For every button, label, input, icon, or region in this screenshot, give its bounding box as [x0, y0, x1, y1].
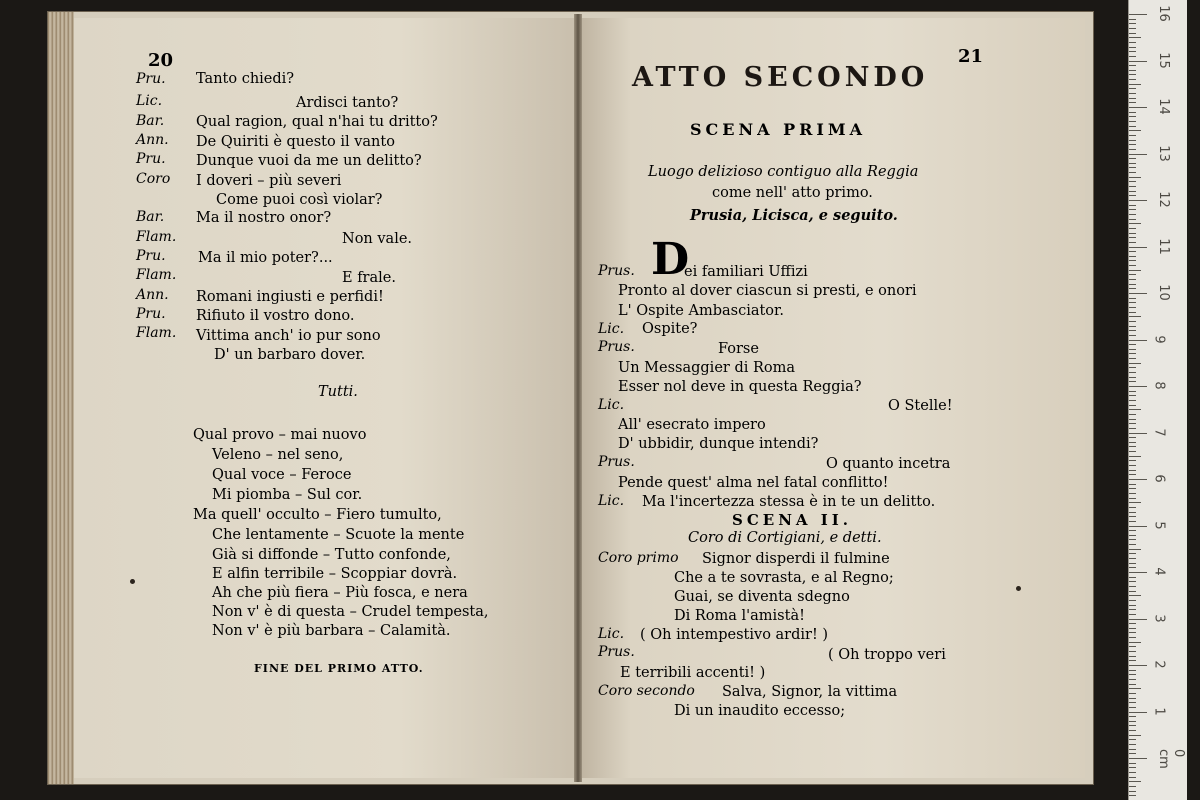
ruler-tick: [1129, 274, 1136, 275]
ruler-tick: [1129, 121, 1136, 122]
ruler-tick: [1129, 260, 1136, 261]
ruler-tick: [1129, 637, 1136, 638]
book-gutter: [574, 14, 582, 782]
ruler-tick: [1129, 228, 1136, 229]
ruler-tick: [1129, 93, 1136, 94]
ruler-tick: [1129, 488, 1136, 489]
ruler-tick: [1129, 651, 1136, 652]
verse-line: Ah che più fiera – Più fosca, e nera: [212, 585, 468, 601]
ruler-tick: [1129, 130, 1141, 131]
ruler-tick: [1129, 37, 1141, 38]
ruler-tick: [1129, 786, 1136, 787]
verse-line: Ma quell' occulto – Fiero tumulto,: [193, 507, 442, 523]
setting-line-1: Luogo delizioso contiguo alla Reggia: [648, 164, 919, 180]
ruler-label: 12: [1155, 191, 1171, 208]
ruler-tick: [1129, 265, 1136, 266]
ruler-tick: [1129, 112, 1136, 113]
ruler-tick: [1129, 693, 1136, 694]
ruler-tick: [1129, 781, 1141, 782]
dialogue-line: ( Oh troppo veri: [828, 647, 946, 663]
ruler-tick: [1129, 725, 1136, 726]
ruler-tick: [1129, 688, 1141, 689]
ruler-tick: [1129, 372, 1136, 373]
ruler-tick: [1129, 377, 1136, 378]
dialogue-line: I doveri – più severi: [196, 173, 342, 189]
ruler-tick: [1129, 400, 1136, 401]
ruler-tick: [1129, 270, 1141, 271]
ruler-tick: [1129, 326, 1136, 327]
speaker: Bar.: [136, 209, 165, 225]
ruler-tick: [1129, 279, 1136, 280]
ruler-tick: [1129, 712, 1147, 713]
speaker: Lic.: [598, 493, 625, 509]
ruler-tick: [1129, 158, 1136, 159]
ruler-tick: [1129, 186, 1136, 187]
ruler-tick: [1129, 330, 1136, 331]
ruler-tick: [1129, 470, 1136, 471]
ruler-tick: [1129, 233, 1136, 234]
dialogue-line: O quanto incetra: [826, 456, 951, 472]
ruler-tick: [1129, 670, 1136, 671]
dialogue-line: Come puoi così violar?: [216, 192, 383, 208]
dialogue-line: O Stelle!: [888, 398, 953, 414]
coro-heading: Coro di Cortigiani, e detti.: [688, 530, 882, 546]
ruler-tick: [1129, 446, 1136, 447]
ruler-tick: [1129, 316, 1141, 317]
ruler-tick: [1129, 586, 1136, 587]
dialogue-line: Di Roma l'amistà!: [674, 608, 805, 624]
ruler-tick: [1129, 702, 1136, 703]
ruler-tick: [1129, 619, 1147, 620]
dialogue-line: Guai, se diventa sdegno: [674, 589, 850, 605]
speaker: Coro secondo: [598, 683, 695, 699]
dialogue-line: Ma il nostro onor?: [196, 210, 332, 226]
dialogue-line: De Quiriti è questo il vanto: [196, 134, 395, 150]
dialogue-line: Pronto al dover ciascun si presti, e onori: [618, 283, 917, 299]
ruler-tick: [1129, 539, 1136, 540]
speaker: Flam.: [136, 267, 177, 283]
ruler-tick: [1129, 563, 1136, 564]
ruler-tick: [1129, 442, 1136, 443]
speaker: Pru.: [136, 151, 166, 167]
ruler-tick: [1129, 363, 1141, 364]
ruler-tick: [1129, 88, 1136, 89]
ruler-tick: [1129, 516, 1136, 517]
dialogue-line: ( Oh intempestivo ardir! ): [640, 627, 829, 643]
verse-line: Che lentamente – Scuote la mente: [212, 527, 465, 543]
ruler-tick: [1129, 126, 1136, 127]
ruler-tick: [1129, 795, 1136, 796]
setting-line-2: come nell' atto primo.: [712, 185, 873, 201]
ruler-tick: [1129, 195, 1136, 196]
ruler-tick: [1129, 493, 1136, 494]
ruler-tick: [1129, 526, 1147, 527]
dialogue-line: Salva, Signor, la vittima: [722, 684, 898, 700]
ruler-tick: [1129, 219, 1136, 220]
ruler-tick: [1129, 549, 1141, 550]
ruler-tick: [1129, 721, 1136, 722]
tutti-heading: Tutti.: [318, 384, 358, 400]
ruler-tick: [1129, 42, 1136, 43]
speaker: Pru.: [136, 306, 166, 322]
dialogue-line: ei familiari Uffizi: [684, 264, 808, 280]
ruler-tick: [1129, 744, 1136, 745]
ruler-tick: [1129, 381, 1136, 382]
ruler-label: 11: [1155, 237, 1171, 255]
ruler-tick: [1129, 679, 1136, 680]
ruler-tick: [1129, 51, 1136, 52]
ruler-tick: [1129, 65, 1136, 66]
ruler-tick: [1129, 553, 1136, 554]
ruler-tick: [1129, 577, 1136, 578]
scene-title: SCENA PRIMA: [690, 120, 867, 139]
ruler-tick: [1129, 237, 1136, 238]
ruler-label: 14: [1155, 98, 1171, 115]
ink-spot: [1016, 586, 1021, 591]
ruler-tick: [1129, 135, 1136, 136]
ruler-label: 1: [1151, 706, 1167, 716]
ruler-tick: [1129, 335, 1136, 336]
dialogue-line: E frale.: [342, 270, 396, 286]
speaker: Lic.: [598, 626, 625, 642]
verse-line: Non v' è più barbara – Calamità.: [212, 623, 451, 639]
ruler-tick: [1129, 572, 1147, 573]
ruler-tick: [1129, 595, 1141, 596]
ruler-tick: [1129, 656, 1136, 657]
ruler-tick: [1129, 423, 1136, 424]
ruler-tick: [1129, 414, 1136, 415]
ruler-tick: [1129, 61, 1147, 62]
dialogue-line: Esser nol deve in questa Reggia?: [618, 379, 862, 395]
speaker: Prus.: [598, 339, 635, 355]
dialogue-line: D' un barbaro dover.: [214, 347, 366, 363]
ruler-tick: [1129, 23, 1136, 24]
ruler-tick: [1129, 642, 1141, 643]
ruler-tick: [1129, 149, 1136, 150]
ruler-tick: [1129, 767, 1136, 768]
dialogue-line: Ardisci tanto?: [296, 95, 399, 111]
ruler-tick: [1129, 558, 1136, 559]
ruler-tick: [1129, 284, 1136, 285]
ruler-tick: [1129, 214, 1136, 215]
ink-spot: [130, 579, 135, 584]
ruler-tick: [1129, 544, 1136, 545]
ruler-tick: [1129, 102, 1136, 103]
speaker: Prus.: [598, 454, 635, 470]
dialogue-line: All' esecrato impero: [618, 417, 766, 433]
speaker: Prus.: [598, 644, 635, 660]
ruler-label: 13: [1155, 144, 1171, 162]
speaker: Coro: [136, 171, 171, 187]
ruler-tick: [1129, 307, 1136, 308]
ruler-tick: [1129, 530, 1136, 531]
ruler-tick: [1129, 698, 1136, 699]
page-number-right: 21: [958, 46, 984, 67]
speaker: Bar.: [136, 113, 165, 129]
ruler-tick: [1129, 433, 1147, 434]
dialogue-line: Un Messaggier di Roma: [618, 360, 796, 376]
ruler-tick: [1129, 591, 1136, 592]
drop-cap: D: [651, 234, 690, 285]
ruler-tick: [1129, 84, 1141, 85]
ruler-tick: [1129, 707, 1136, 708]
ruler-tick: [1129, 753, 1136, 754]
ruler-tick: [1129, 735, 1141, 736]
dialogue-line: Qual ragion, qual n'hai tu dritto?: [196, 114, 438, 130]
scene-two-title: SCENA II.: [732, 511, 853, 529]
ruler-tick: [1129, 739, 1136, 740]
dialogue-line: Romani ingiusti e perfidi!: [196, 289, 384, 305]
speaker: Ann.: [136, 132, 169, 148]
dialogue-line: Di un inaudito eccesso;: [674, 703, 846, 719]
ruler-tick: [1129, 623, 1136, 624]
ruler-tick: [1129, 409, 1141, 410]
ruler-tick: [1129, 512, 1136, 513]
speaker: Coro primo: [598, 550, 679, 566]
ruler-tick: [1129, 242, 1136, 243]
dialogue-line: E terribili accenti! ): [620, 665, 766, 681]
fine-del-primo-atto: FINE DEL PRIMO ATTO.: [254, 662, 424, 675]
ruler-tick: [1129, 660, 1136, 661]
act-title: ATTO SECONDO: [632, 62, 929, 93]
dialogue-line: Ma il mio poter?...: [198, 250, 333, 266]
ruler-tick: [1129, 605, 1136, 606]
ruler-tick: [1129, 140, 1136, 141]
ruler-tick: [1129, 74, 1136, 75]
ruler-tick: [1129, 521, 1136, 522]
ruler-tick: [1129, 167, 1136, 168]
ruler-tick: [1129, 460, 1136, 461]
ruler-tick: [1129, 312, 1136, 313]
ruler-tick: [1129, 98, 1136, 99]
ruler-tick: [1129, 614, 1136, 615]
ruler-tick: [1129, 293, 1147, 294]
ruler-tick: [1129, 79, 1136, 80]
dialogue-line: Che a te sovrasta, e al Regno;: [674, 570, 894, 586]
ruler-tick: [1129, 247, 1147, 248]
ruler-label: 8: [1151, 381, 1167, 390]
dialogue-line: Tanto chiedi?: [196, 71, 295, 87]
ruler-tick: [1129, 349, 1136, 350]
ruler-tick: [1129, 358, 1136, 359]
ruler-tick: [1129, 456, 1141, 457]
ruler-tick: [1129, 665, 1147, 666]
ruler-tick: [1129, 19, 1136, 20]
ruler-label: 9: [1151, 334, 1167, 344]
ruler-label: 0 cm: [1156, 749, 1186, 769]
ruler-tick: [1129, 684, 1136, 685]
ruler-tick: [1129, 367, 1136, 368]
ruler-tick: [1129, 479, 1147, 480]
ruler-tick: [1129, 70, 1136, 71]
measurement-ruler: [1128, 0, 1187, 800]
dialogue-line: D' ubbidir, dunque intendi?: [618, 436, 819, 452]
ruler-tick: [1129, 177, 1141, 178]
ruler-tick: [1129, 419, 1136, 420]
speaker: Pru.: [136, 71, 166, 87]
verse-line: Veleno – nel seno,: [212, 447, 344, 463]
ruler-tick: [1129, 14, 1147, 15]
ruler-tick: [1129, 209, 1136, 210]
ruler-tick: [1129, 474, 1136, 475]
dialogue-line: Pende quest' alma nel fatal conflitto!: [618, 475, 889, 491]
ruler-tick: [1129, 674, 1136, 675]
ruler-tick: [1129, 386, 1147, 387]
ruler-tick: [1129, 777, 1136, 778]
speaker: Ann.: [136, 287, 169, 303]
ruler-tick: [1129, 223, 1141, 224]
speaker: Flam.: [136, 229, 177, 245]
speaker: Pru.: [136, 248, 166, 264]
ruler-label: 6: [1151, 474, 1167, 483]
ruler-tick: [1129, 391, 1136, 392]
ruler-tick: [1129, 716, 1136, 717]
verse-line: E alfin terribile – Scoppiar dovrà.: [212, 566, 458, 582]
page-number-left: 20: [148, 50, 174, 71]
speaker: Prus.: [598, 263, 635, 279]
ruler-label: 16: [1155, 5, 1171, 22]
verse-line: Mi piomba – Sul cor.: [212, 487, 363, 503]
ruler-tick: [1129, 116, 1136, 117]
ruler-label: 3: [1151, 613, 1167, 623]
ruler-tick: [1129, 181, 1136, 182]
ruler-tick: [1129, 154, 1147, 155]
ruler-tick: [1129, 632, 1136, 633]
ruler-tick: [1129, 628, 1136, 629]
ruler-label: 2: [1151, 660, 1167, 669]
ruler-tick: [1129, 405, 1136, 406]
ruler-tick: [1129, 507, 1136, 508]
ruler-tick: [1129, 172, 1136, 173]
ruler-tick: [1129, 646, 1136, 647]
verse-line: Qual voce – Feroce: [212, 467, 352, 483]
ruler-tick: [1129, 395, 1136, 396]
ruler-tick: [1129, 163, 1136, 164]
ruler-tick: [1129, 28, 1136, 29]
ruler-tick: [1129, 256, 1136, 257]
ruler-label: 7: [1151, 427, 1167, 437]
ruler-tick: [1129, 484, 1136, 485]
ruler-tick: [1129, 205, 1136, 206]
verse-line: Non v' è di questa – Crudel tempesta,: [212, 604, 489, 620]
ruler-tick: [1129, 191, 1136, 192]
dialogue-line: Signor disperdi il fulmine: [702, 551, 890, 567]
ruler-tick: [1129, 302, 1136, 303]
ruler-label: 15: [1155, 51, 1171, 69]
ruler-tick: [1129, 465, 1136, 466]
ruler-tick: [1129, 730, 1136, 731]
dialogue-line: Dunque vuoi da me un delitto?: [196, 153, 422, 169]
ruler-tick: [1129, 498, 1136, 499]
ruler-tick: [1129, 600, 1136, 601]
dialogue-line: Forse: [718, 341, 759, 357]
speaker: Lic.: [598, 321, 625, 337]
ruler-tick: [1129, 428, 1136, 429]
ruler-tick: [1129, 451, 1136, 452]
ruler-tick: [1129, 535, 1136, 536]
ruler-tick: [1129, 251, 1136, 252]
ruler-tick: [1129, 298, 1136, 299]
ruler-tick: [1129, 609, 1136, 610]
ruler-tick: [1129, 33, 1136, 34]
verse-line: Già si diffonde – Tutto confonde,: [212, 547, 451, 563]
ruler-tick: [1129, 758, 1147, 759]
dialogue-line: Non vale.: [342, 231, 413, 247]
ruler-tick: [1129, 56, 1136, 57]
ruler-tick: [1129, 321, 1136, 322]
ruler-label: 4: [1151, 567, 1167, 576]
ruler-tick: [1129, 763, 1136, 764]
ruler-tick: [1129, 749, 1136, 750]
dialogue-line: L' Ospite Ambasciator.: [618, 303, 784, 319]
ruler-tick: [1129, 47, 1136, 48]
ruler-tick: [1129, 567, 1136, 568]
ruler-tick: [1129, 144, 1136, 145]
ruler-tick: [1129, 502, 1141, 503]
ruler-tick: [1129, 288, 1136, 289]
dialogue-line: Rifiuto il vostro dono.: [196, 308, 355, 324]
dialogue-line: Ospite?: [642, 321, 698, 337]
dialogue-line: Ma l'incertezza stessa è in te un delitto.: [642, 494, 936, 510]
ruler-tick: [1129, 344, 1136, 345]
ruler-label: 10: [1155, 284, 1171, 301]
characters-line: Prusia, Licisca, e seguito.: [690, 207, 898, 224]
verse-line: Qual provo – mai nuovo: [193, 427, 367, 443]
ruler-tick: [1129, 200, 1147, 201]
speaker: Flam.: [136, 325, 177, 341]
ruler-tick: [1129, 340, 1147, 341]
ruler-tick: [1129, 437, 1136, 438]
speaker: Lic.: [136, 93, 163, 109]
dialogue-line: Vittima anch' io pur sono: [196, 328, 381, 344]
ruler-tick: [1129, 353, 1136, 354]
ruler-tick: [1129, 772, 1136, 773]
ruler-tick: [1129, 791, 1136, 792]
ruler-label: 5: [1151, 520, 1167, 530]
ruler-tick: [1129, 107, 1147, 108]
page-edges: [48, 12, 74, 784]
ruler-tick: [1129, 581, 1136, 582]
speaker: Lic.: [598, 397, 625, 413]
